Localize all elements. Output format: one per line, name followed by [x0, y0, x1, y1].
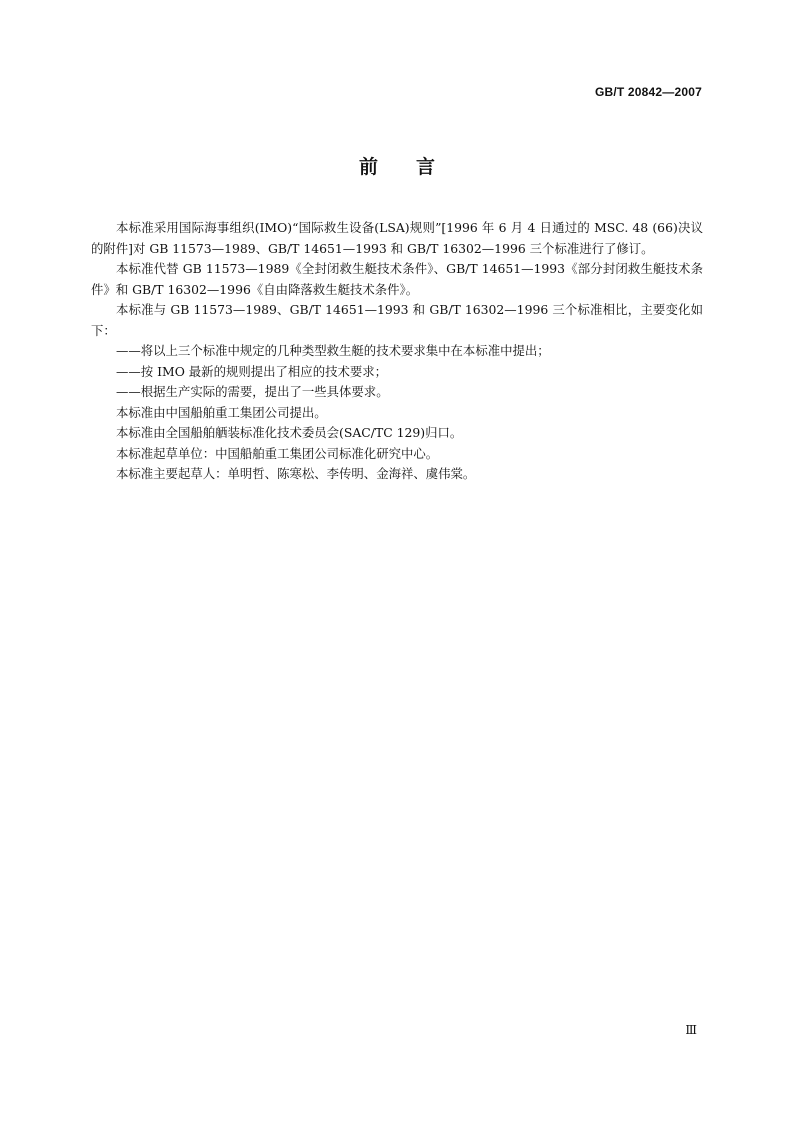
paragraph-drafters: 本标准主要起草人：单明哲、陈寒松、李传明、金海祥、虞伟棠。: [116, 466, 476, 481]
paragraph-proposer: 本标准由中国船舶重工集团公司提出。: [116, 404, 327, 420]
list-item: ——将以上三个标准中规定的几种类型救生艇的技术要求集中在本标准中提出；: [116, 343, 550, 358]
list-item: ——按 IMO 最新的规则提出了相应的技术要求；: [116, 363, 388, 379]
standard-code: GB/T 20842—2007: [594, 85, 702, 99]
paragraph-changes-intro: 本标准与 GB 11573—1989、GB/T 14651—1993 和 GB/T 16302—1996 三个标准相比，主要变化如下：: [91, 302, 703, 338]
page-number: Ⅲ: [685, 1023, 696, 1037]
paragraph-replaces: 本标准代替 GB 11573—1989《全封闭救生艇技术条件》、GB/T 14651—1993《部分封闭救生艇技术条件》和 GB/T 16302—1996《自由降落救生艇技术条件》。: [91, 261, 703, 297]
paragraph-committee: 本标准由全国船舶舾装标准化技术委员会(SAC/TC 129)归口。: [116, 425, 463, 440]
list-item: ——根据生产实际的需要，提出了一些具体要求。: [116, 384, 389, 399]
page-title: 前言: [358, 156, 473, 178]
paragraph-drafting-unit: 本标准起草单位：中国船舶重工集团公司标准化研究中心。: [116, 445, 439, 461]
paragraph-adoption: 本标准采用国际海事组织(IMO)“国际救生设备(LSA)规则”[1996 年 6 月 4 日通过的 MSC. 48 (66)决议的附件]对 GB 11573—1989、GB/T 14651—1993 和 GB/T 16302—1996 三个标准进行了修订。: [91, 220, 703, 256]
foreword-body: [91, 218, 703, 485]
